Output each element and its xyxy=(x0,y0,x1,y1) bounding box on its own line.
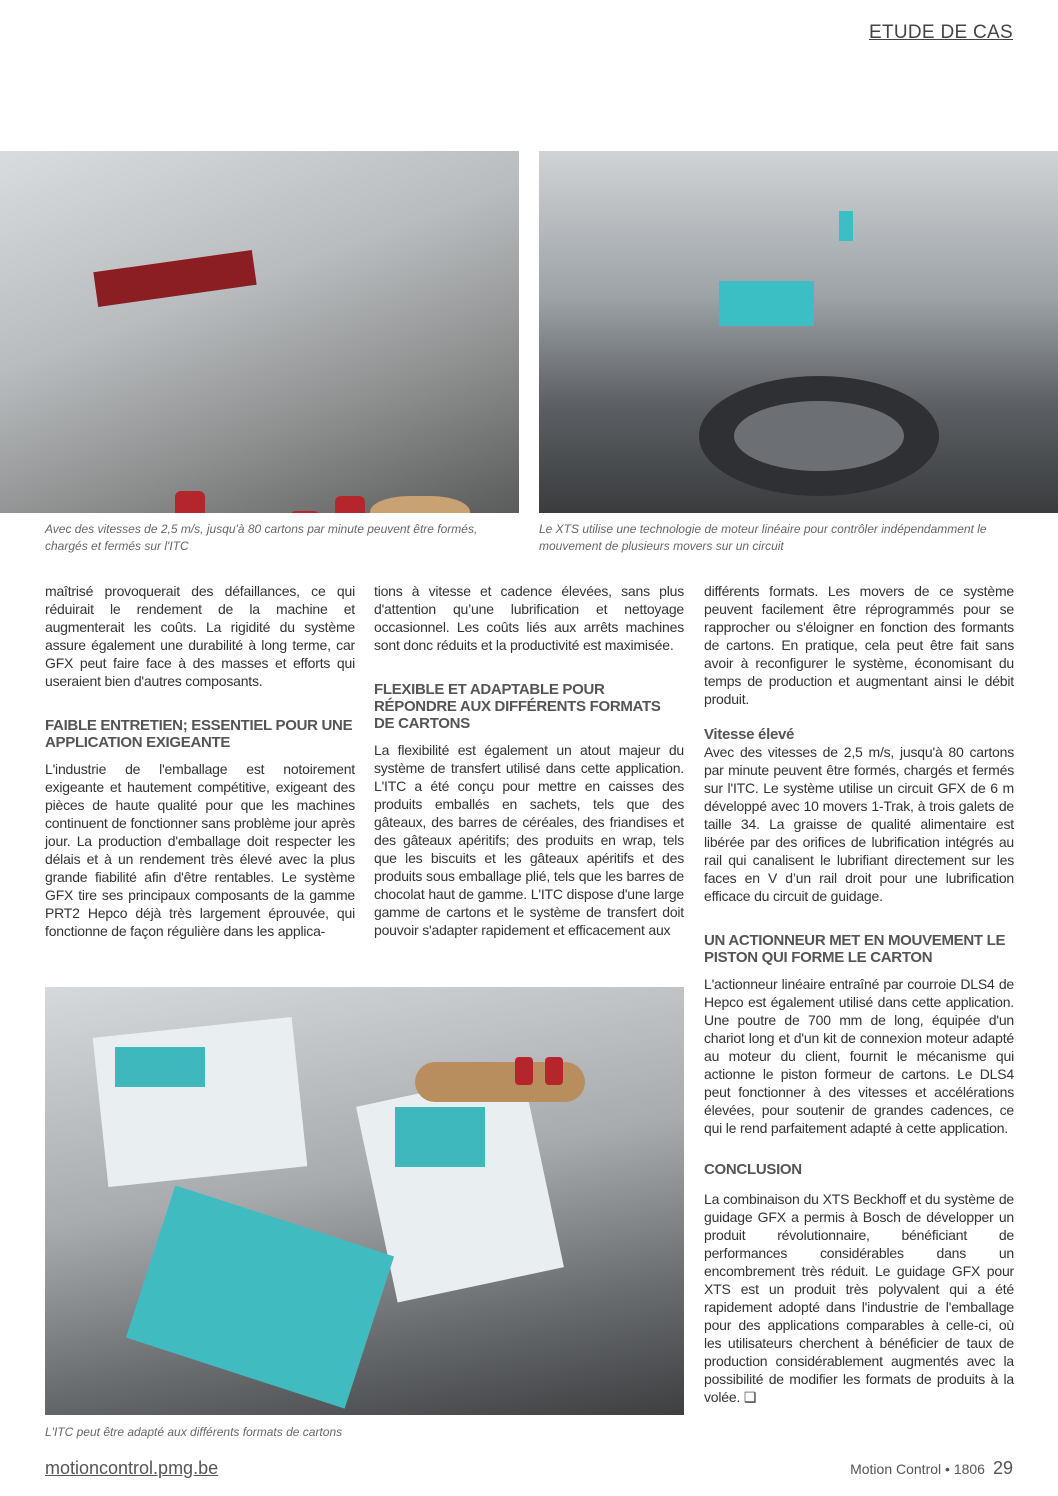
paragraph xyxy=(704,1190,1014,1406)
paragraph: tions à vitesse et cadence élevées, sans plus d'attention qu’une lubrification et nettoyage occasionnel. Les coûts liés aux arrêts machines sont donc réduits et la productivité est maximisée. xyxy=(374,583,684,653)
section-heading: CONCLUSION xyxy=(704,1161,802,1178)
paragraph-text: La combinaison du XTS Beckhoff et du système de guidage GFX a permis à Bosch de développer un produit révolutionnaire, bénéficiant de performances considérables dans un encombrement très réduit. Le guidage GFX pour XTS est un produit très polyvalent qui a été rapidement adopté dans l'industrie de l'emballage pour des applications comparables à celle-ci, où les utilisateurs cherchent à bénéficier de taux de production considérablement augmentés avec la possibilité de modifier les formats de produits à la volée. xyxy=(704,1191,1014,1405)
section-heading: UN ACTIONNEUR MET EN MOUVEMENT LE PISTON QUI FORME LE CARTON xyxy=(704,932,1006,966)
paragraph: La flexibilité est également un atout majeur du système de transfert utilisé dans cette application. L'ITC a été conçu pour mettre en caisses des produits emballés en sachets, tels que des gâteaux, des barres de céréales, des friandises et des gâteaux apéritifs; des produits en wrap, tels que les biscuits et les gâteaux apéritifs et des produits sous emballage plié, tels que les barres de chocolat haut de gamme. L'ITC dispose d'une large gamme de cartons et le système de transfert doit pouvoir s'adapter rapidement et efficacement aux xyxy=(374,742,684,938)
photo-caption: L'ITC peut être adapté aux différents formats de cartons xyxy=(45,1425,343,1439)
photo-caption: Le XTS utilise une technologie de moteur linéaire pour contrôler indépendamment le mouvement de plusieurs movers sur un circuit xyxy=(539,522,987,553)
website-link[interactable]: motioncontrol.pmg.be xyxy=(45,1458,219,1478)
page-number: 29 xyxy=(992,1458,1013,1478)
column-3 xyxy=(704,582,1014,1406)
paragraph: Avec des vitesses de 2,5 m/s, jusqu'à 80 cartons par minute peuvent être formés, chargés et fermés sur l'ITC. Le système utilise un circuit GFX de 6 m développé avec 10 movers 1-Trak, à trois galets de taille 34. La graisse de qualité alimentaire est libérée par des orifices de lubrification intégrés au rail qui canalisent le lubrifiant directement sur les faces en V d’un rail droit pour une lubrification efficace du circuit de guidage. xyxy=(704,744,1014,904)
section-heading: FLEXIBLE ET ADAPTABLE POUR RÉPONDRE AUX DIFFÉRENTS FORMATS DE CARTONS xyxy=(374,681,661,732)
footer-publication xyxy=(850,1458,1013,1479)
section-label: ETUDE DE CAS xyxy=(868,22,1013,43)
paragraph: L'industrie de l'emballage est notoirement exigeante et hautement compétitive, exigeant des pièces de haute qualité pour que les machines continuent de fonctionner sans problème jour après jour. La production d'emballage doit respecter les délais et à un rendement très élevé avec la plus grande fiabilité afin d'être rentables. Le système GFX tire ses principaux composants de la gamme PRT2 Hepco déjà très largement éprouvée, qui fonctionne de façon régulière dans les applica- xyxy=(45,761,355,939)
photo-xts-track xyxy=(539,151,1058,513)
photo-pick-and-place xyxy=(0,151,519,513)
section-heading: FAIBLE ENTRETIEN; ESSENTIEL POUR UNE APPLICATION EXIGEANTE xyxy=(45,717,353,751)
photo-carton-forming xyxy=(45,987,684,1415)
subheading: Vitesse élevé xyxy=(704,726,795,743)
column-1 xyxy=(45,582,355,940)
column-2 xyxy=(374,582,684,939)
paragraph: L'actionneur linéaire entraîné par courroie DLS4 de Hepco est également utilisé dans cette application. Une poutre de 700 mm de long, équipée d'un chariot long et d'un kit de connexion moteur adapté au moteur du client, fournit le mécanisme qui actionne le piston formeur de cartons. Le DLS4 peut fonctionner à des vitesses et accélérations élevées, pour soutenir de grandes cadences, ce qui le rend parfaitement adapté à cette application. xyxy=(704,976,1014,1136)
paragraph: maîtrisé provoquerait des défaillances, ce qui réduirait le rendement de la machine et augmenterait les coûts. La rigidité du système assure également une durabilité à long terme, car GFX peut faire face à des masses et efforts qui useraient bien d'autres composants. xyxy=(45,583,355,689)
photo-caption: Avec des vitesses de 2,5 m/s, jusqu'à 80 cartons par minute peuvent être formés, chargés et fermés sur l'ITC xyxy=(45,522,478,553)
paragraph: différents formats. Les movers de ce système peuvent facilement être réprogrammés pour se rapprocher ou s'éloigner en fonction des formants de cartons. En pratique, cela peut être fait sans avoir à reconfigurer le système, économisant du temps de production et augmentant ainsi le débit produit. xyxy=(704,583,1014,707)
publication-name: Motion Control • 1806 xyxy=(850,1461,985,1477)
end-mark-icon: ❑ xyxy=(743,1389,757,1405)
